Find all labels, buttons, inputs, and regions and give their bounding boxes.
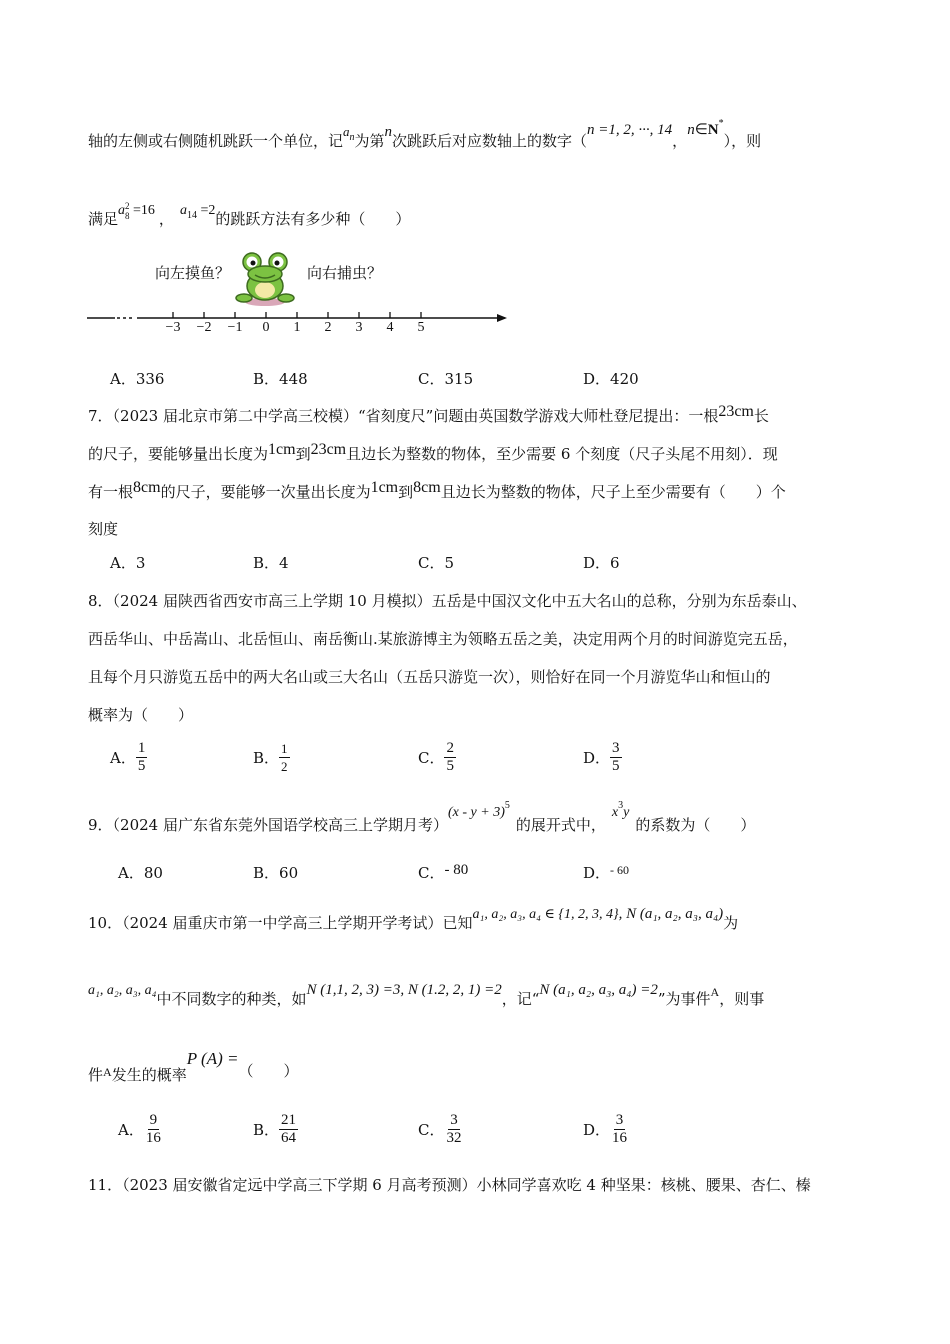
q6-var-a-sub: n (349, 132, 355, 143)
q6-line2 (88, 200, 411, 231)
q10-option-d-fraction (610, 1112, 629, 1147)
q10-line1-text-b: 为 (723, 914, 739, 932)
q9-term-x: x (611, 805, 619, 820)
q7-line3-text-d: 且边长为整数的物体，尺子上至少需要有（ ）个 (440, 483, 786, 501)
q7-option-b-value: 4 (279, 554, 289, 572)
q8-option-c-den: 5 (446, 758, 454, 774)
q9-option-b-value: 60 (279, 864, 299, 882)
q10-vars: a₁, a₂, a₃, a₄ (88, 983, 157, 998)
q6-a8-val: =16 (133, 203, 155, 218)
q10-option-c-den: 32 (446, 1130, 462, 1146)
q8-line4: 概率为（ ） (88, 706, 194, 724)
q6-var-a: a (343, 124, 350, 139)
q6-a14-val: =2 (200, 203, 216, 218)
q8-line3: 且每个月只游览五岳中的两大名山或三大名山（五岳只游览一次），则恰好在同一个月游览华山和恒山的 (88, 668, 771, 686)
q10-line2-text-c: ”为事件 (657, 990, 711, 1008)
q7-option-a[interactable] (110, 552, 145, 573)
q7-option-a-value: 3 (135, 554, 146, 572)
q10-event-a-2: A (103, 1065, 112, 1079)
q7-line3-text-a: 有一根 (88, 483, 134, 501)
number-line-tick-label: 0 (262, 320, 270, 335)
q8-option-b-num: 1 (281, 741, 288, 756)
q7-unit-1cm: 1cm (268, 441, 296, 458)
q6-line2-comma: ， (158, 210, 174, 228)
q8-option-a-letter: A． (110, 749, 136, 767)
q6-option-b[interactable] (253, 368, 308, 389)
q7-unit-8cm: 8cm (133, 479, 161, 496)
q6-line1 (88, 118, 762, 151)
q6-a8-sub: 8 (125, 210, 130, 221)
q10-line2-text-b: ，记“ (501, 990, 540, 1008)
q7-line1-text-b: 长 (753, 407, 769, 425)
q8-line1: 8．（2024 届陕西省西安市高三上学期 10 月模拟）五岳是中国汉文化中五大名山的总称，分别为东岳泰山、 (88, 592, 807, 610)
q9-expression: (x - y + 3) (448, 805, 505, 820)
q10-option-d-letter: D． (583, 1121, 611, 1139)
q10-option-c-fraction (444, 1112, 463, 1147)
q6-option-a-letter: A． (110, 370, 136, 388)
q7-option-a-letter: A． (110, 554, 136, 572)
q9-option-c-letter: C． (418, 864, 445, 882)
q9-expression-sup: 5 (504, 800, 510, 811)
q8-option-c-num: 2 (446, 740, 454, 756)
q7-option-c-value: 5 (444, 554, 455, 572)
number-line-tick-label: −1 (227, 320, 243, 335)
q11-line1: 11．（2023 届安徽省定远中学高三下学期 6 月高考预测）小林同学喜欢吃 4 种坚果：核桃、腰果、杏仁、榛 (88, 1176, 811, 1194)
q10-line3-text-c: （ ） (238, 1062, 299, 1080)
q6-option-a-value: 336 (135, 370, 165, 388)
q10-option-a-num: 9 (149, 1112, 158, 1128)
q7-unit-1cm-2: 1cm (370, 479, 399, 496)
q9-option-d-letter: D． (583, 864, 611, 882)
q8-option-b[interactable] (253, 740, 290, 775)
q6-cond2-sup: * (718, 118, 724, 129)
q8-option-d-den: 5 (612, 758, 620, 774)
q10-option-b-num: 21 (281, 1112, 297, 1128)
q8-option-a-num: 1 (137, 740, 146, 756)
q6-line1-text-c: 次跳跃后对应数轴上的数字（ (392, 132, 588, 150)
q10-line1 (88, 906, 739, 933)
number-line-tick-label: 4 (386, 320, 394, 335)
q9-option-c[interactable] (418, 862, 468, 883)
q10-option-a-den: 16 (145, 1130, 161, 1146)
q6-line2-text-a: 满足 (88, 210, 119, 228)
q10-option-d-num: 3 (615, 1112, 624, 1128)
q6-line2-text-b: 的跳跃方法有多少种（ ） (215, 210, 411, 228)
q6-option-d-letter: D． (583, 370, 611, 388)
q9-term-y: y (623, 805, 630, 820)
number-line-tick-label: −2 (196, 320, 212, 335)
q7-option-c-letter: C． (418, 554, 445, 572)
q8-line2: 西岳华山、中岳嵩山、北岳恒山、南岳衡山.某旅游博主为领略五岳之美，决定用两个月的时间游览完五岳， (88, 630, 798, 648)
q9-option-a-value: 80 (143, 864, 163, 882)
q6-line1-text-b: 为第 (354, 132, 385, 150)
q6-a14-sub: 14 (186, 210, 197, 221)
q10-line3-text-a: 件 (88, 1066, 104, 1084)
q9-text-a: 9．（2024 届广东省东莞外国语学校高三上学期月考） (88, 816, 448, 834)
q8-option-d-letter: D． (583, 749, 611, 767)
q9-text-b: 的展开式中， (515, 816, 606, 834)
q10-example: N (1,1, 2, 3) =3, N (1.2, 2, 1) =2 (306, 982, 502, 998)
q7-line4: 刻度 (88, 520, 119, 538)
q7-unit-23cm: 23cm (718, 403, 754, 420)
q10-line3-text-b: 发生的概率 (111, 1066, 187, 1084)
number-line-tick-label: 1 (293, 320, 301, 335)
q10-event-expression: N (a₁, a₂, a₃, a₄) =2 (539, 982, 658, 998)
q6-cond2-in: ∈ (694, 122, 708, 138)
q9-option-b[interactable] (253, 862, 298, 883)
q10-line3 (88, 1049, 299, 1085)
q6-a8-sup: 2 (125, 200, 130, 211)
q7-line2 (88, 443, 778, 464)
q10-option-d-den: 16 (612, 1130, 628, 1146)
q6-option-b-value: 448 (279, 370, 308, 388)
q10-line2-text-a: 中不同数字的种类，如 (156, 990, 307, 1008)
number-line-tick-label: 5 (417, 320, 425, 335)
q9-option-d[interactable] (583, 862, 629, 883)
q10-option-b-fraction (279, 1112, 298, 1147)
q9-option-b-letter: B． (253, 864, 280, 882)
q10-line2 (88, 982, 765, 1009)
number-line-tick-label: 3 (355, 320, 363, 335)
q10-line1-text-a: 10．（2024 届重庆市第一中学高三上学期开学考试）已知 (88, 914, 473, 932)
q8-option-d-fraction (610, 740, 622, 775)
q7-unit-23cm-2: 23cm (310, 441, 347, 458)
q10-n-expression: , N (a₁, a₂, a₃, a₄) (618, 906, 724, 922)
q10-option-d[interactable] (583, 1112, 629, 1147)
q7-line3-text-c: 到 (398, 483, 414, 501)
q10-option-b-den: 64 (281, 1130, 297, 1146)
q7-option-b-letter: B． (253, 554, 280, 572)
q7-line2-text-a: 的尺子，要能够量出长度为 (88, 445, 269, 463)
number-line-tick-label: 2 (324, 320, 332, 335)
q7-option-c[interactable] (418, 552, 454, 573)
q8-option-a[interactable] (110, 740, 147, 775)
q6-comma: ， (672, 132, 688, 150)
q6-cond2-set: N (707, 122, 719, 138)
q7-line1-text-a: 7．（2023 届北京市第二中学高三校模）“省刻度尺”问题由英国数学游戏大师杜登尼提出：一根 (88, 407, 719, 425)
q6-cond1: n =1, 2, ···, 14 (587, 122, 673, 138)
q6-line1-text-d: ），则 (723, 132, 762, 150)
q6-option-d[interactable] (583, 368, 639, 389)
q7-option-b[interactable] (253, 552, 289, 573)
q6-var-n: n (384, 124, 393, 140)
q9-option-d-value: - 60 (610, 863, 630, 877)
q6-figure-left-text: 向左摸鱼？ (155, 264, 231, 282)
q9-option-a[interactable] (118, 862, 163, 883)
q6-a14: a (179, 203, 187, 218)
q6-line1-text-a: 轴的左侧或右侧随机跳跃一个单位，记 (88, 132, 344, 150)
q7-option-d-value: 6 (610, 554, 620, 572)
q10-option-c[interactable] (418, 1112, 463, 1147)
q6-a8: a (118, 203, 126, 218)
q8-option-b-letter: B． (253, 749, 280, 767)
q10-option-a-letter: A． (118, 1121, 144, 1139)
q6-cond2-n: n (687, 122, 695, 138)
q7-option-d-letter: D． (583, 554, 611, 572)
q8-option-d[interactable] (583, 740, 622, 775)
q10-option-a[interactable] (118, 1112, 163, 1147)
q7-line1 (88, 405, 769, 426)
q7-line2-text-c: 且边长为整数的物体，至少需要 6 个刻度（尺子头尾不用刻）．现 (346, 445, 778, 463)
q8-option-c-fraction (444, 740, 456, 775)
q6-option-c[interactable] (418, 368, 473, 389)
q9-option-c-value: - 80 (444, 862, 469, 878)
q10-line2-text-d: ，则事 (719, 990, 765, 1008)
q7-line3-text-b: 的尺子，要能够一次量出长度为 (160, 483, 371, 501)
q6-option-a[interactable] (110, 368, 164, 389)
q6-option-d-value: 420 (610, 370, 639, 388)
q8-option-a-fraction (136, 740, 148, 775)
q10-event-a: A (710, 985, 720, 999)
q8-option-a-den: 5 (137, 758, 146, 774)
q6-option-b-letter: B． (253, 370, 280, 388)
q8-option-b-fraction (279, 740, 290, 775)
q7-line3 (88, 481, 786, 502)
q10-set-expression: a₁, a₂, a₃, a₄ ∈ {1, 2, 3, 4} (472, 907, 619, 922)
q8-option-d-num: 3 (612, 740, 620, 756)
q7-unit-8cm-2: 8cm (413, 479, 441, 496)
q10-option-c-letter: C． (418, 1121, 445, 1139)
q8-option-c-letter: C． (418, 749, 445, 767)
q8-option-c[interactable] (418, 740, 456, 775)
q9-option-a-letter: A． (118, 864, 144, 882)
q7-option-d[interactable] (583, 552, 620, 573)
q10-option-c-num: 3 (450, 1112, 458, 1128)
q9-term-sup: 3 (618, 800, 624, 811)
q6-option-c-value: 315 (444, 370, 474, 388)
q9-line (88, 800, 756, 835)
q7-line2-text-b: 到 (295, 445, 311, 463)
number-line-tick-label: −3 (165, 320, 181, 335)
q10-probability-expression: P (A) = (186, 1049, 239, 1068)
q6-option-c-letter: C． (418, 370, 445, 388)
q10-option-b-letter: B． (253, 1121, 280, 1139)
q9-text-c: 的系数为（ ） (635, 816, 756, 834)
q8-option-b-den: 2 (281, 759, 288, 774)
q10-option-b[interactable] (253, 1112, 298, 1147)
frog-illustration (230, 248, 300, 308)
q10-option-a-fraction (144, 1112, 163, 1147)
q6-figure-right-text: 向右捕虫？ (307, 264, 383, 282)
